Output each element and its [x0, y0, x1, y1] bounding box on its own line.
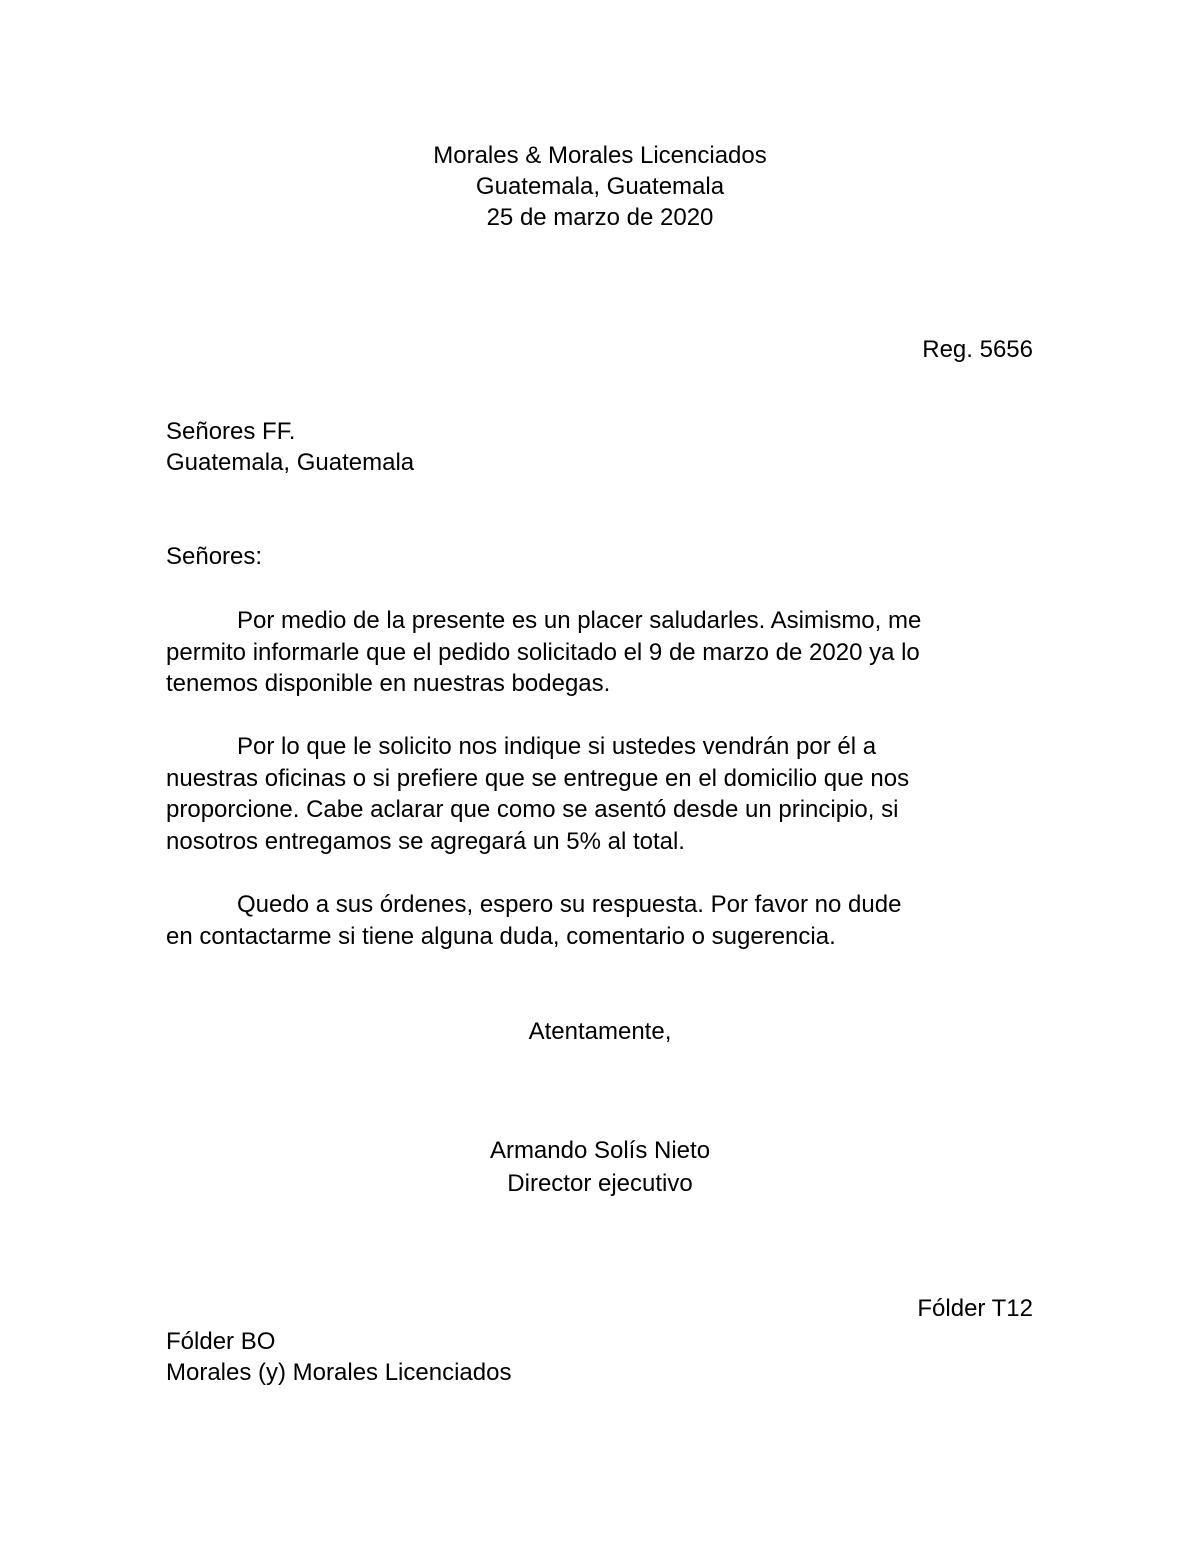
footer-company: Morales (y) Morales Licenciados — [166, 1359, 512, 1386]
recipient-location: Guatemala, Guatemala — [166, 449, 415, 476]
reference-number: Reg. 5656 — [922, 336, 1033, 363]
company-location: Guatemala, Guatemala — [475, 173, 725, 200]
letter-date: 25 de marzo de 2020 — [486, 204, 714, 231]
paragraph-line: Por medio de la presente es un placer saludarles. Asimismo, me — [237, 607, 922, 634]
closing: Atentamente, — [528, 1018, 672, 1045]
paragraph-line: Quedo a sus órdenes, espero su respuesta. Por favor no dude — [237, 891, 902, 918]
body-paragraph-3 — [166, 889, 1046, 952]
paragraph-line: tenemos disponible en nuestras bodegas. — [166, 670, 611, 697]
paragraph-line: Por lo que le solicito nos indique si ustedes vendrán por él a — [237, 733, 877, 760]
salutation: Señores: — [166, 543, 263, 570]
body-paragraph-1 — [166, 605, 1046, 700]
paragraph-line: nuestras oficinas o si prefiere que se entregue en el domicilio que nos — [166, 764, 910, 792]
body-paragraph-2 — [166, 731, 1046, 857]
folder-reference-right: Fólder T12 — [917, 1295, 1033, 1322]
signature-title: Director ejecutivo — [507, 1170, 693, 1197]
signature-name: Armando Solís Nieto — [489, 1137, 711, 1164]
folder-reference-left: Fólder BO — [166, 1328, 276, 1355]
company-name: Morales & Morales Licenciados — [433, 142, 767, 169]
recipient-name: Señores FF. — [166, 418, 296, 445]
paragraph-line: nosotros entregamos se agregará un 5% al total. — [166, 827, 685, 855]
paragraph-line: en contactarme si tiene alguna duda, comentario o sugerencia. — [166, 922, 836, 950]
paragraph-line: proporcione. Cabe aclarar que como se asentó desde un principio, si — [166, 796, 899, 823]
paragraph-line: permito informarle que el pedido solicitado el 9 de marzo de 2020 ya lo — [166, 638, 920, 666]
